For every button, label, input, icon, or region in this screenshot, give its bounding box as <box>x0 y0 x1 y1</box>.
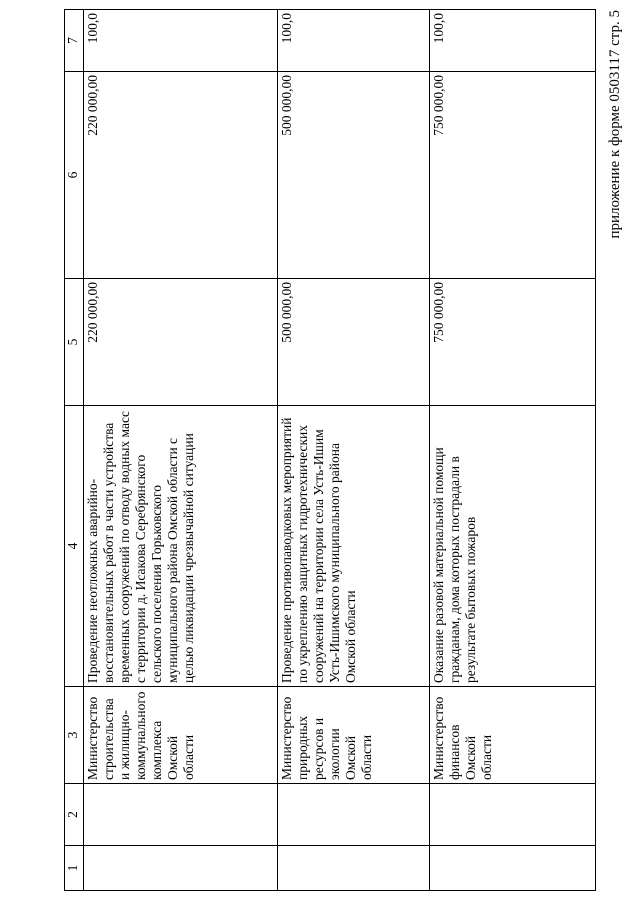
cell-description: Оказание разовой материальной помощи гражданам, дома которых пострадали в результате бытовых пожаров <box>430 406 596 687</box>
table-row <box>277 10 430 891</box>
column-header: 5 <box>65 279 84 406</box>
cell-ministry: Министерство финансов Омской области <box>430 687 596 784</box>
cell-col2 <box>83 784 277 846</box>
column-header: 1 <box>65 846 84 891</box>
cell-description: Проведение неотложных аварийно-восстановительных работ в части устройства временных сооружений по отводу водных масс с территории д. Исакова Серебрянского сельского поселения Горьковского муниципального района Омской области с целью ликвидации чрезвычайной ситуации <box>83 406 277 687</box>
cell-ministry: Министерство природных ресурсов и экологии Омской области <box>277 687 430 784</box>
cell-col1 <box>277 846 430 891</box>
cell-amount-5: 750 000,00 <box>430 279 596 406</box>
cell-percent: 100,0 <box>83 10 277 72</box>
cell-amount-6: 750 000,00 <box>430 72 596 279</box>
column-header: 7 <box>65 10 84 72</box>
cell-description: Проведение противопаводковых мероприятий по укреплению защитных гидротехнических сооружений на территории села Усть-Ишим Усть-Ишимского муниципального района Омской области <box>277 406 430 687</box>
column-header: 3 <box>65 687 84 784</box>
cell-col2 <box>277 784 430 846</box>
cell-amount-5: 500 000,00 <box>277 279 430 406</box>
cell-percent: 100,0 <box>277 10 430 72</box>
cell-amount-6: 500 000,00 <box>277 72 430 279</box>
column-header: 2 <box>65 784 84 846</box>
page-header: приложение к форме 0503117 стр. 5 <box>607 10 623 239</box>
column-header: 4 <box>65 406 84 687</box>
cell-percent: 100,0 <box>430 10 596 72</box>
column-number-row <box>65 10 84 891</box>
table-row <box>83 10 277 891</box>
table-row <box>430 10 596 891</box>
cell-amount-6: 220 000,00 <box>83 72 277 279</box>
cell-col2 <box>430 784 596 846</box>
cell-col1 <box>83 846 277 891</box>
column-header: 6 <box>65 72 84 279</box>
cell-ministry: Министерство строительства и жилищно-коммунального комплекса Омской области <box>83 687 277 784</box>
report-table <box>64 9 596 891</box>
cell-col1 <box>430 846 596 891</box>
cell-amount-5: 220 000,00 <box>83 279 277 406</box>
